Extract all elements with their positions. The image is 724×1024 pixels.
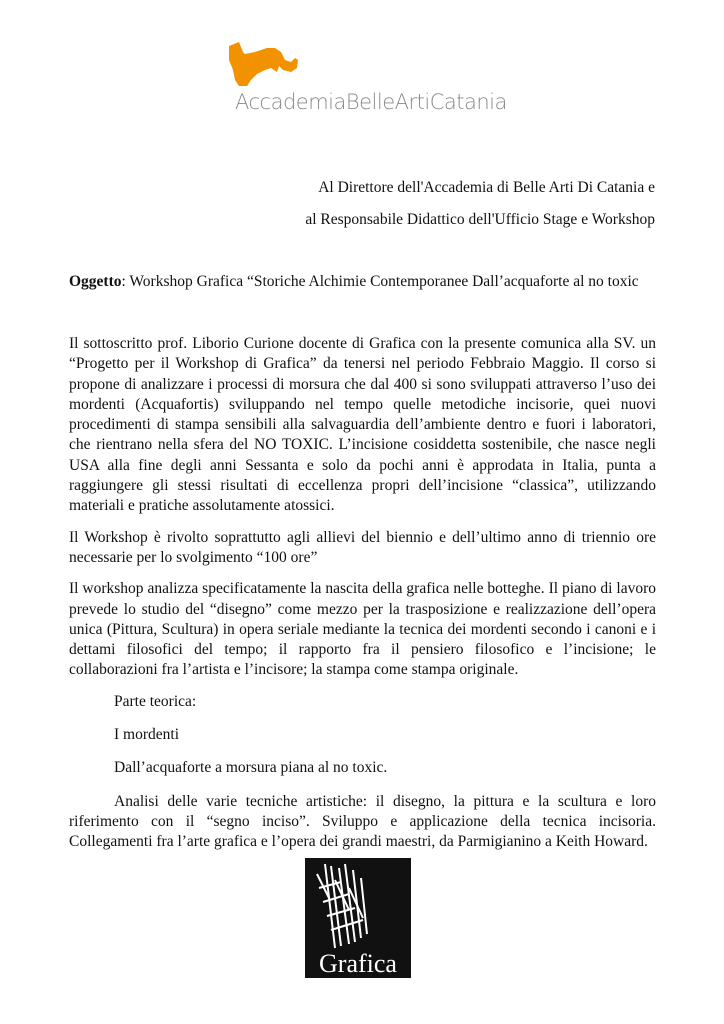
letter-body <box>69 334 656 866</box>
paragraph-theory-heading: Parte teorica: <box>114 692 197 710</box>
subject-line <box>69 273 659 291</box>
addressee-director: Al Direttore dell'Accademia di Belle Arti Di Catania e <box>318 179 655 196</box>
subject-label: Oggetto <box>69 273 122 290</box>
grafica-logo-text: Grafica <box>319 949 397 978</box>
academy-logo <box>225 40 515 120</box>
paragraph-techniques: Analisi delle varie tecniche artistiche: il disegno, la pittura e la scultura e loro riferimento con il “segno inciso”. Sviluppo e applicazione della tecnica incisoria. Collegamenti fra l’arte grafica e l’opera dei grandi maestri, da Parmigianino a Keith Howard. <box>69 792 656 851</box>
elephant-icon <box>225 40 299 90</box>
institution-name: AccademiaBelleArtiCatania <box>235 90 507 114</box>
paragraph-audience: Il Workshop è rivolto soprattutto agli allievi del biennio e dell’ultimo anno di triennio ore necessarie per lo svolgimento “100 ore” <box>69 528 656 566</box>
addressee-responsible: al Responsabile Didattico dell'Ufficio Stage e Workshop <box>305 211 655 228</box>
paragraph-analysis: Il workshop analizza specificatamente la nascita della grafica nelle botteghe. Il piano di lavoro prevede lo studio del “disegno” come mezzo per la trasposizione e realizzazione dell’opera unica (Pittura, Scultura) in opera seriale mediante la tecnica dei mordenti secondo i canoni e i dettami filosofici del tempo; il rapporto fra il pensiero filosofico e l’incisione; le collaborazioni fra l’artista e l’incisore; la stampa come stampa originale. <box>69 580 656 679</box>
paragraph-intro: Il sottoscritto prof. Liborio Curione docente di Grafica con la presente comunica alla SV. un “Progetto per il Workshop di Grafica” da tenersi nel periodo Febbraio Maggio. Il corso si propone di analizzare i processi di morsura che dal 400 si sono sviluppati attraverso l’uso dei mordenti (Acquafortis) sviluppando nel tempo quelle metodiche incisorie, quei nuovi procedimenti di stampa sensibili alla salvaguardia dell’ambiente dentro e fuori i laboratori, che rientrano nella sfera del NO TOXIC. L’incisione cosiddetta sostenibile, che nasce negli USA alla fine degli anni Sessanta e solo da pochi anni è approdata in Italia, punta a raggiungere gli stessi risultati di eccellenza propri dell’incisione “classica”, utilizzando materiali e pratiche assolutamente atossici. <box>69 335 656 515</box>
paragraph-etching: Dall’acquaforte a morsura piana al no toxic. <box>114 759 388 777</box>
subject-text: : Workshop Grafica “Storiche Alchimie Contemporanee Dall’acquaforte al no toxic <box>121 273 639 290</box>
paragraph-mordants: I mordenti <box>114 726 179 744</box>
grafica-logo-icon <box>305 858 411 978</box>
